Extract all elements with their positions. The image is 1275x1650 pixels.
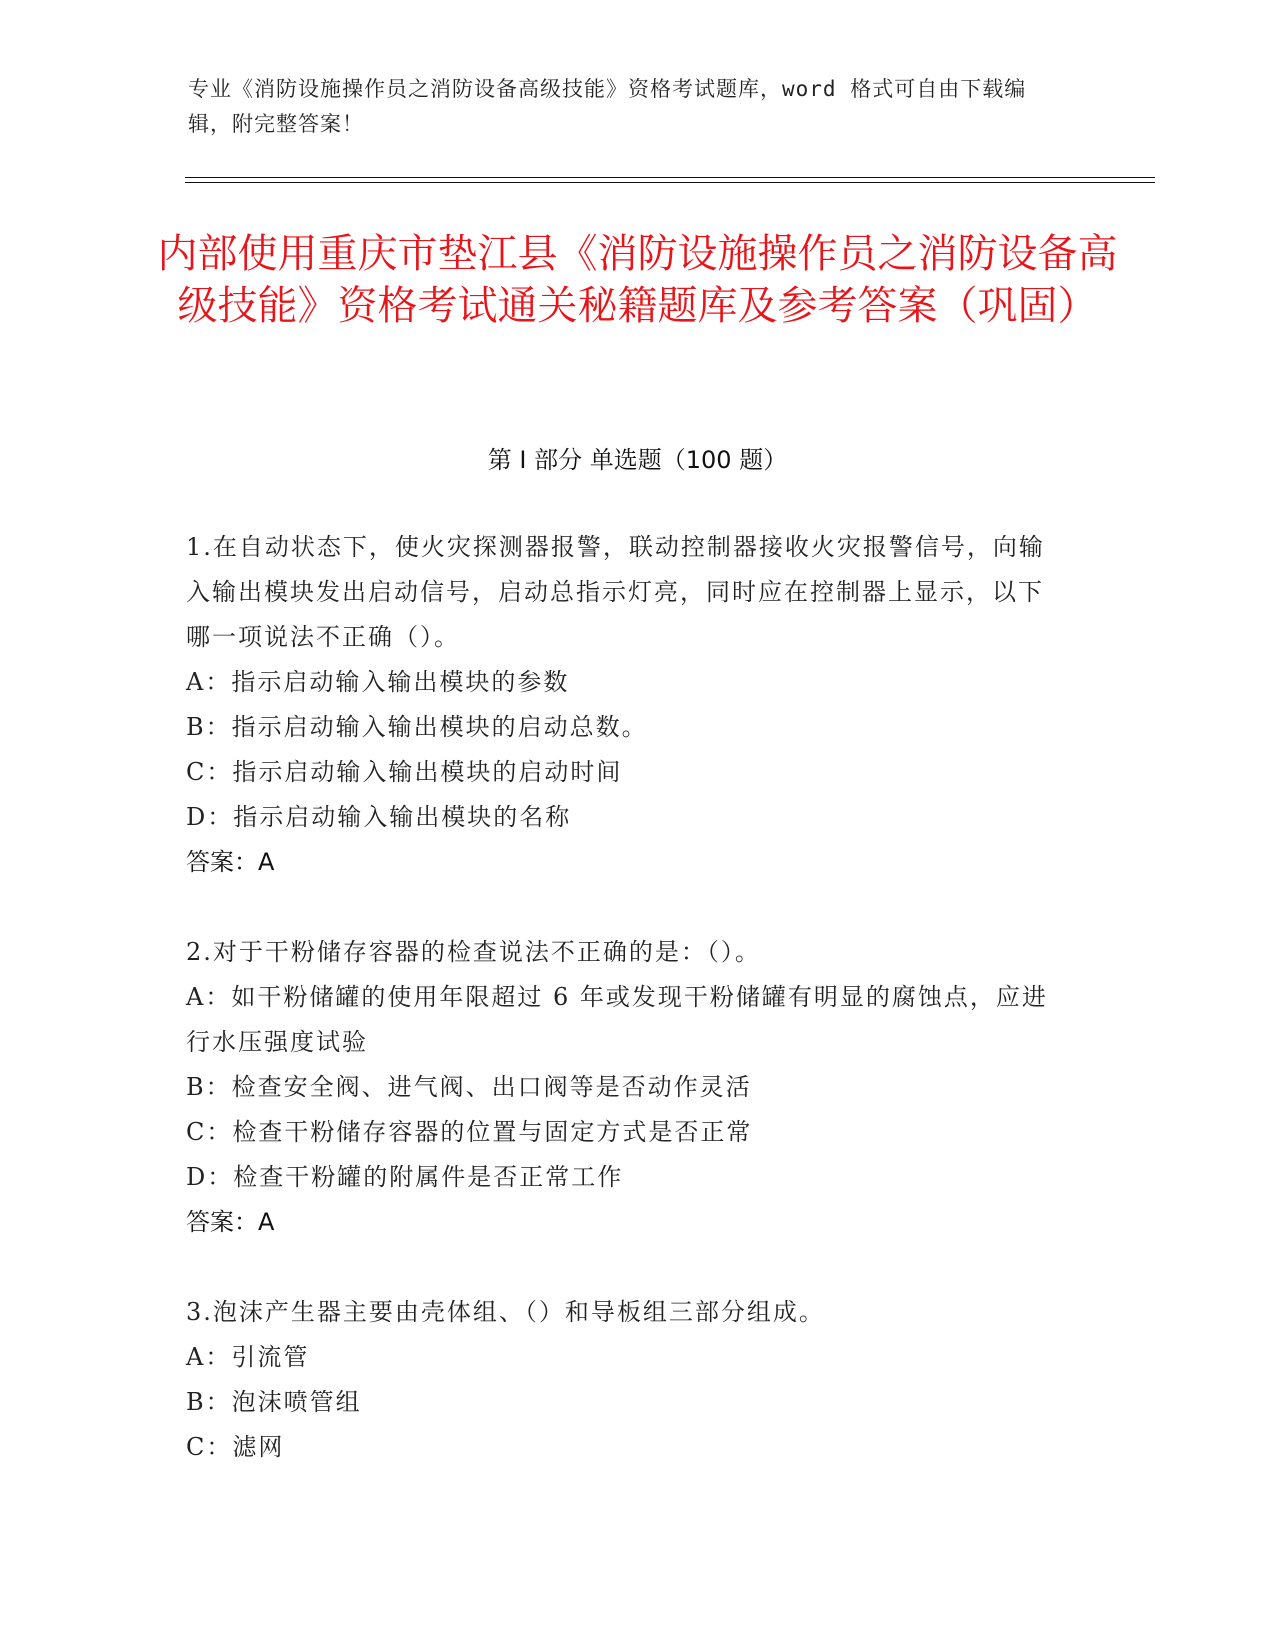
header-note: 专业《消防设施操作员之消防设备高级技能》资格考试题库，word 格式可自由下载编辑，附完整答案！ <box>188 77 1027 136</box>
option-d: D：检查干粉罐的附属件是否正常工作 <box>186 1163 624 1191</box>
answer: 答案：A <box>186 848 275 876</box>
question-1 <box>186 525 1066 885</box>
option-a: A：引流管 <box>186 1343 310 1371</box>
question-stem: 2.对于干粉储存容器的检查说法不正确的是：（）。 <box>186 938 761 966</box>
header-rule-bottom <box>185 182 1155 183</box>
section-title: 第 I 部分 单选题（100 题） <box>487 446 788 474</box>
answer: 答案：A <box>186 1208 275 1236</box>
header-rule-top <box>185 177 1155 178</box>
document-title: 内部使用重庆市垫江县《消防设施操作员之消防设备高级技能》资格考试通关秘籍题库及参考答案（巩固） <box>157 231 1118 329</box>
question-stem: 3.泡沫产生器主要由壳体组、（）和导板组三部分组成。 <box>186 1298 825 1326</box>
option-c: C：滤网 <box>186 1433 285 1461</box>
option-a: A：指示启动输入输出模块的参数 <box>186 668 570 696</box>
question-3 <box>186 1290 1066 1470</box>
question-stem: 1.在自动状态下，使火灾探测器报警，联动控制器接收火灾报警信号，向输入输出模块发出启动信号，启动总指示灯亮，同时应在控制器上显示，以下哪一项说法不正确（）。 <box>186 533 1045 651</box>
option-d: D：指示启动输入输出模块的名称 <box>186 803 572 831</box>
option-c: C：检查干粉储存容器的位置与固定方式是否正常 <box>186 1118 753 1146</box>
option-b: B：指示启动输入输出模块的启动总数。 <box>186 713 648 741</box>
option-b: B：检查安全阀、进气阀、出口阀等是否动作灵活 <box>186 1073 752 1101</box>
option-c: C：指示启动输入输出模块的启动时间 <box>186 758 623 786</box>
option-b: B：泡沫喷管组 <box>186 1388 362 1416</box>
option-a: A：如干粉储罐的使用年限超过 6 年或发现干粉储罐有明显的腐蚀点，应进行水压强度试验 <box>186 983 1048 1056</box>
question-list <box>186 525 1066 1515</box>
question-2 <box>186 930 1066 1245</box>
